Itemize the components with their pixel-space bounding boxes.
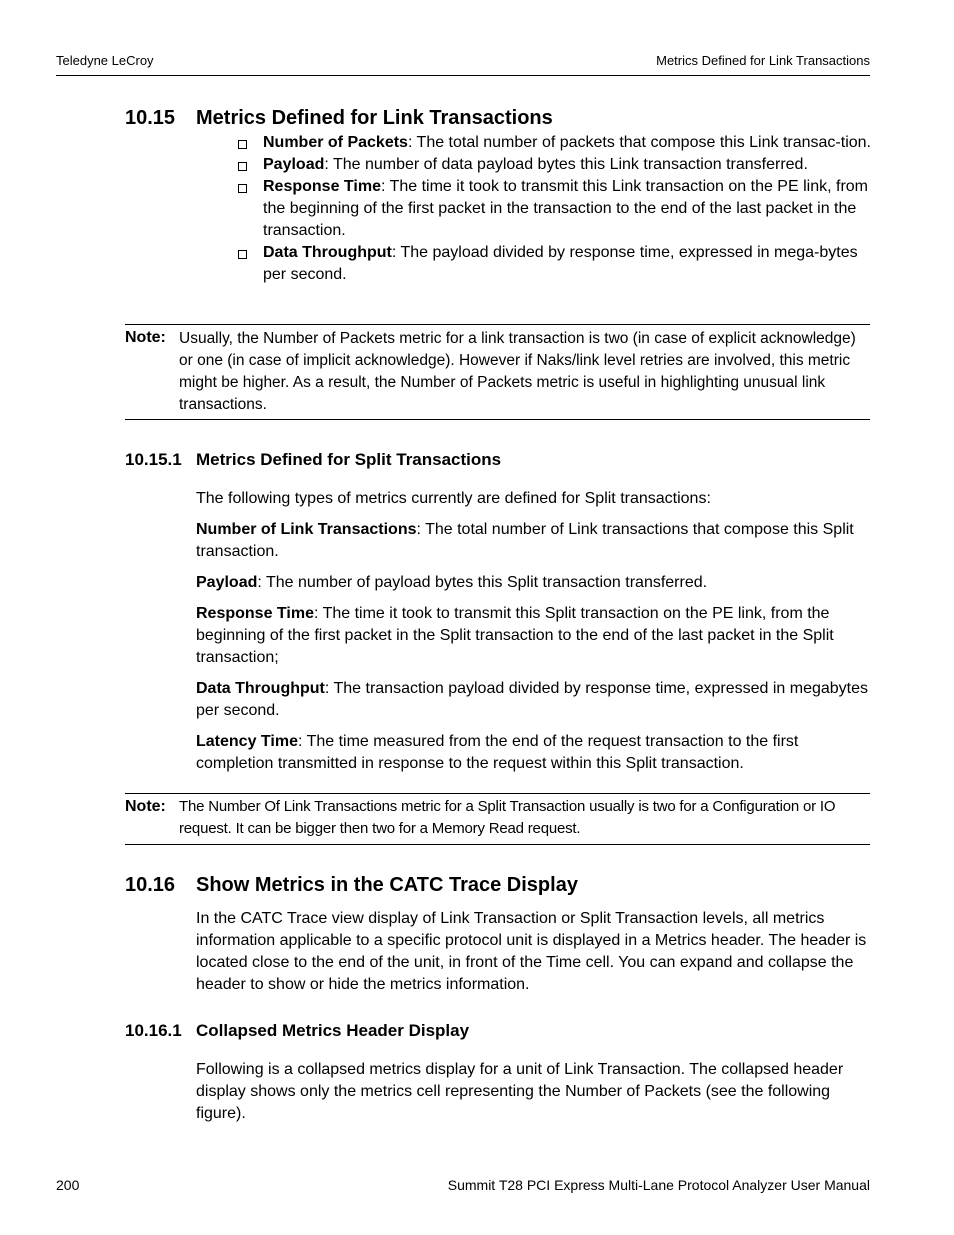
- note-box: [125, 793, 870, 845]
- definition: : The number of payload bytes this Split transaction transferred.: [257, 574, 708, 591]
- note-label: Note:: [125, 798, 166, 815]
- section-number: 10.16.1: [125, 1021, 182, 1040]
- definition: : The time measured from the end of the request transaction to the first completion transmitted in response to the request within this Split transaction.: [196, 733, 799, 772]
- page-number: 200: [56, 1177, 80, 1193]
- term: Data Throughput: [263, 244, 392, 261]
- checkbox-bullet-icon: [238, 162, 247, 171]
- definition: : The total number of Link transactions that compose this Split transaction.: [196, 521, 854, 560]
- list-item: [238, 242, 872, 286]
- section-title: Metrics Defined for Split Transactions: [196, 450, 502, 469]
- list-item: [238, 176, 872, 242]
- definition: : The time it took to transmit this Link transaction on the PE link, from the beginning of the first packet in the transaction to the end of the last packet in the transaction.: [263, 178, 868, 239]
- definition: : The payload divided by response time, expressed in mega-bytes per second.: [263, 244, 858, 283]
- definition-paragraph: [196, 519, 872, 563]
- section-10-16-1-paragraph: Following is a collapsed metrics display for a unit of Link Transaction. The collapsed header display shows only the metrics cell representing the Number of Packets (see the following figure).: [196, 1061, 844, 1122]
- header-left: Teledyne LeCroy: [56, 53, 154, 68]
- definition: : The transaction payload divided by response time, expressed in megabytes per second.: [196, 680, 868, 719]
- header-rule: [56, 75, 870, 76]
- section-title: Collapsed Metrics Header Display: [196, 1021, 470, 1040]
- section-number: 10.15.1: [125, 450, 182, 469]
- term: Latency Time: [196, 733, 298, 750]
- term: Payload: [263, 156, 325, 173]
- term: Number of Packets: [263, 134, 408, 151]
- section-10-15-heading: [125, 107, 553, 130]
- manual-title: Summit T28 PCI Express Multi-Lane Protocol Analyzer User Manual: [447, 1177, 870, 1193]
- list-item: [238, 132, 872, 154]
- definition-paragraph: [196, 731, 872, 775]
- section-10-16-heading: [125, 874, 578, 897]
- note-box: [125, 324, 870, 420]
- split-metrics-body: [196, 488, 872, 784]
- definition-paragraph: [196, 572, 872, 594]
- checkbox-bullet-icon: [238, 250, 247, 259]
- section-10-16-1-heading: [125, 1021, 469, 1041]
- term: Data Throughput: [196, 680, 325, 697]
- note-text: The Number Of Link Transactions metric for a Split Transaction usually is two for a Configuration or IO request. It can be bigger then two for a Memory Read request.: [179, 798, 836, 837]
- section-10-15-1-heading: [125, 450, 501, 470]
- checkbox-bullet-icon: [238, 140, 247, 149]
- intro-paragraph: The following types of metrics currently are defined for Split transactions:: [196, 490, 711, 507]
- note-text: Usually, the Number of Packets metric for a link transaction is two (in case of explicit acknowledge) or one (in case of implicit acknowledge). However if Naks/link level retries are involved, this metric might be higher. As a result, the Number of Packets metric is useful in highlighting unusual link transactions.: [179, 330, 856, 413]
- term: Response Time: [263, 178, 381, 195]
- definition: : The time it took to transmit this Split transaction on the PE link, from the beginning of the first packet in the Split transaction to the end of the last packet in the Split transaction;: [196, 605, 834, 666]
- section-10-16-paragraph: In the CATC Trace view display of Link Transaction or Split Transaction levels, all metrics information applicable to a specific protocol unit is displayed in a Metrics header. The header is located close to the end of the unit, in front of the Time cell. You can expand and collapse the header to show or hide the metrics information.: [196, 910, 867, 993]
- definition: : The number of data payload bytes this Link transaction transferred.: [324, 156, 808, 173]
- section-number: 10.15: [125, 107, 176, 129]
- definition-paragraph: [196, 603, 872, 669]
- checkbox-bullet-icon: [238, 184, 247, 193]
- note-label: Note:: [125, 329, 166, 346]
- list-item: [238, 154, 872, 176]
- link-metrics-list: [238, 132, 872, 286]
- term: Payload: [196, 574, 258, 591]
- term: Response Time: [196, 605, 314, 622]
- header-right: Metrics Defined for Link Transactions: [656, 53, 870, 68]
- section-number: 10.16: [125, 874, 176, 896]
- section-title: Metrics Defined for Link Transactions: [196, 107, 553, 129]
- section-title: Show Metrics in the CATC Trace Display: [196, 874, 578, 896]
- definition: : The total number of packets that compose this Link transac-tion.: [407, 134, 871, 151]
- term: Number of Link Transactions: [196, 521, 417, 538]
- definition-paragraph: [196, 678, 872, 722]
